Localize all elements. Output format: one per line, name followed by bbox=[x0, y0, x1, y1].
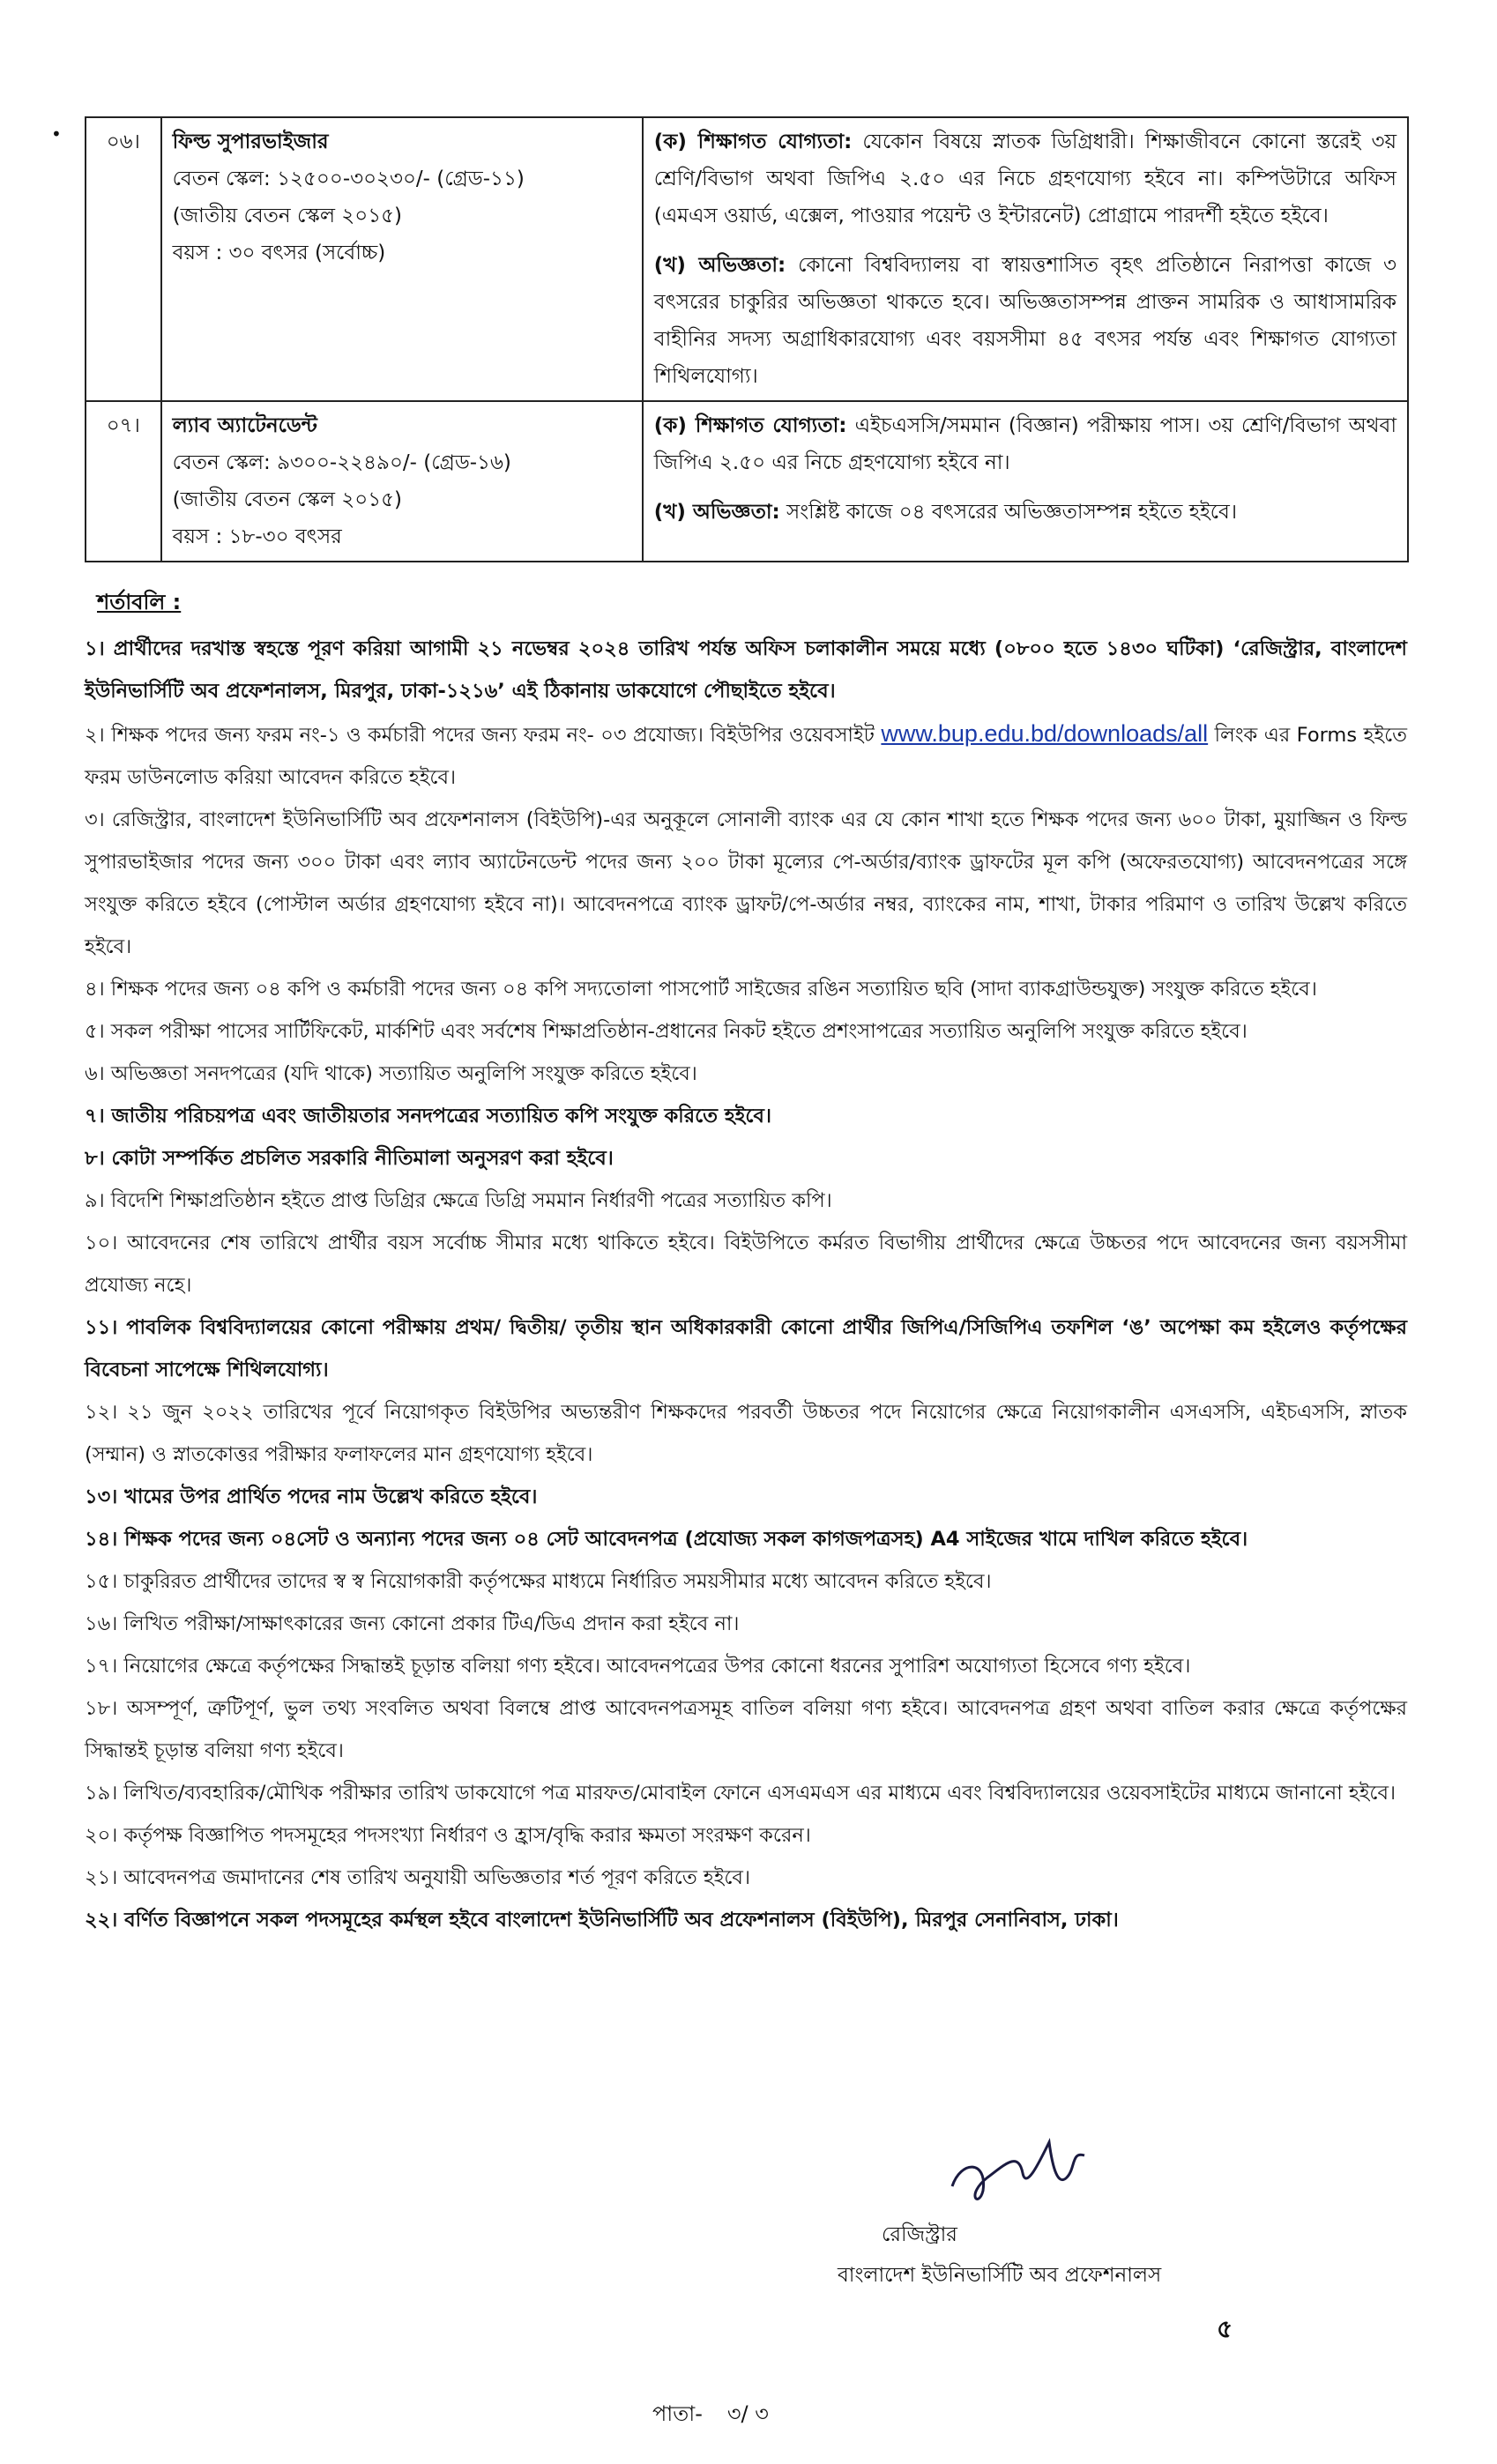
pay-scale: বেতন স্কেল: ১২৫০০-৩০২৩০/- (গ্রেড-১১) bbox=[172, 167, 525, 190]
condition-item: ১৭। নিয়োগের ক্ষেত্রে কর্তৃপক্ষের সিদ্ধান্তই চূড়ান্ত বলিয়া গণ্য হইবে। আবেদনপত্রের উপর কোনো ধরনের সুপারিশ অযোগ্যতা হিসেবে গণ্য হইবে। bbox=[85, 1655, 1191, 1678]
pay-scale: বেতন স্কেল: ৯৩০০-২২৪৯০/- (গ্রেড-১৬) bbox=[172, 451, 511, 474]
page-label: পাতা- bbox=[652, 2401, 703, 2426]
conditions-heading: শর্তাবলি : bbox=[97, 590, 182, 614]
condition-item: ৭। জাতীয় পরিচয়পত্র এবং জাতীয়তার সনদপত্রের সত্যায়িত কপি সংযুক্ত করিতে হইবে। bbox=[85, 1105, 771, 1128]
margin-dot: • bbox=[51, 123, 62, 145]
table-row bbox=[86, 401, 1408, 562]
requirements-cell bbox=[643, 401, 1408, 562]
experience-requirement: (খ) অভিজ্ঞতা: কোনো বিশ্ববিদ্যালয় বা স্বায়ত্তশাসিত বৃহৎ প্রতিষ্ঠানে নিরাপত্তা কাজে ৩ বৎসরের চাকুরির অভিজ্ঞতা থাকতে হবে। অভিজ্ঞতাসম্পন্ন প্রাক্তন সামরিক ও আধাসামরিক বাহীনির সদস্য অগ্রাধিকারযোগ্য এবং বয়সসীমা ৪৫ বৎসর পর্যন্ত এবং শিক্ষাগত যোগ্যতা শিথিলযোগ্য। bbox=[653, 254, 1396, 388]
condition-item: ১৪। শিক্ষক পদের জন্য ০৪সেট ও অন্যান্য পদের জন্য ০৪ সেট আবেদনপত্র (প্রযোজ্য সকল কাগজপত্রসহ) A4 সাইজের খামে দাখিল করিতে হইবে। bbox=[85, 1528, 1248, 1551]
post-cell bbox=[161, 401, 643, 562]
initial-mark: ৫ bbox=[1217, 2314, 1233, 2343]
condition-item: ২০। কর্তৃপক্ষ বিজ্ঞাপিত পদসমূহের পদসংখ্যা নির্ধারণ ও হ্রাস/বৃদ্ধি করার ক্ষমতা সংরক্ষণ করেন। bbox=[85, 1824, 811, 1847]
education-requirement: (ক) শিক্ষাগত যোগ্যতা: যেকোন বিষয়ে স্নাতক ডিগ্রিধারী। শিক্ষাজীবনে কোনো স্তরেই ৩য় শ্রেণি/বিভাগ অথবা জিপিএ ২.৫০ এর নিচে গ্রহণযোগ্য হইবে না। কম্পিউটারে অফিস (এমএস ওয়ার্ড, এক্সেল, পাওয়ার পয়েন্ট ও ইন্টারনেট) প্রোগ্রামে পারদর্শী হইতে হইবে। bbox=[653, 130, 1396, 227]
condition-item: ২। শিক্ষক পদের জন্য ফরম নং-১ ও কর্মচারী পদের জন্য ফরম নং- ০৩ প্রযোজ্য। বিইউপির ওয়েবসাইট www.bup.edu.bd/downloads/all লিংক এর Forms হইতে ফরম ডাউনলোড করিয়া আবেদন করিতে হইবে। bbox=[85, 720, 1407, 789]
condition-item: ৯। বিদেশি শিক্ষাপ্রতিষ্ঠান হইতে প্রাপ্ত ডিগ্রির ক্ষেত্রে ডিগ্রি সমমান নির্ধারণী পত্রের সত্যায়িত কপি। bbox=[85, 1189, 832, 1212]
condition-item: ১৬। লিখিত পরীক্ষা/সাক্ষাৎকারের জন্য কোনো প্রকার টিএ/ডিএ প্রদান করা হইবে না। bbox=[85, 1612, 740, 1635]
national-pay-scale: (জাতীয় বেতন স্কেল ২০১৫) bbox=[172, 205, 403, 227]
condition-item: ১০। আবেদনের শেষ তারিখে প্রার্থীর বয়স সর্বোচ্চ সীমার মধ্যে থাকিতে হইবে। বিইউপিতে কর্মরত বিভাগীয় প্রার্থীদের ক্ষেত্রে উচ্চতর পদে আবেদনের জন্য বয়সসীমা প্রযোজ্য নহে। bbox=[85, 1232, 1407, 1297]
post-cell bbox=[161, 117, 643, 401]
condition-item: ১২। ২১ জুন ২০২২ তারিখের পূর্বে নিয়োগকৃত বিইউপির অভ্যন্তরীণ শিক্ষকদের পরবর্তী উচ্চতর পদে নিয়োগের ক্ষেত্রে নিয়োগকালীন এসএসসি, এইচএসসি, স্নাতক (সম্মান) ও স্নাতকোত্তর পরীক্ষার ফলাফলের মান গ্রহণযোগ্য হইবে। bbox=[85, 1401, 1407, 1466]
serial-cell: ০৬। bbox=[86, 117, 161, 401]
requirements-cell bbox=[643, 117, 1408, 401]
condition-item: ৮। কোটা সম্পর্কিত প্রচলিত সরকারি নীতিমালা অনুসরণ করা হইবে। bbox=[85, 1147, 614, 1170]
condition-item: ২২। বর্ণিত বিজ্ঞাপনে সকল পদসমূহের কর্মস্থল হইবে বাংলাদেশ ইউনিভার্সিটি অব প্রফেশনালস (বিইউপি), মিরপুর সেনানিবাস, ঢাকা। bbox=[85, 1909, 1119, 1932]
condition-item: ১১। পাবলিক বিশ্ববিদ্যালয়ের কোনো পরীক্ষায় প্রথম/ দ্বিতীয়/ তৃতীয় স্থান অধিকারকারী কোনো প্রার্থীর জিপিএ/সিজিপিএ তফশিল ‘ঙ’ অপেক্ষা কম হইলেও কর্তৃপক্ষের বিবেচনা সাপেক্ষে শিথিলযোগ্য। bbox=[85, 1316, 1407, 1381]
condition-item: ৫। সকল পরীক্ষা পাসের সার্টিফিকেট, মার্কশিট এবং সর্বশেষ শিক্ষাপ্রতিষ্ঠান-প্রধানের নিকট হইতে প্রশংসাপত্রের সত্যায়িত অনুলিপি সংযুক্ত করিতে হইবে। bbox=[85, 1020, 1248, 1043]
downloads-link[interactable]: www.bup.edu.bd/downloads/all bbox=[881, 720, 1209, 747]
post-title: ফিল্ড সুপারভাইজার bbox=[172, 130, 329, 153]
condition-item: ১৩। খামের উপর প্রার্থিত পদের নাম উল্লেখ করিতে হইবে। bbox=[85, 1485, 538, 1508]
page-value: ৩/ ৩ bbox=[726, 2401, 769, 2426]
condition-item: ২১। আবেদনপত্র জমাদানের শেষ তারিখ অনুযায়ী অভিজ্ঞতার শর্ত পূরণ করিতে হইবে। bbox=[85, 1866, 751, 1889]
condition-item: ১৫। চাকুরিরত প্রার্থীদের তাদের স্ব স্ব নিয়োগকারী কর্তৃপক্ষের মাধ্যমে নির্ধারিত সময়সীমার মধ্যে আবেদন করিতে হইবে। bbox=[85, 1570, 992, 1593]
table-row bbox=[86, 117, 1408, 401]
national-pay-scale: (জাতীয় বেতন স্কেল ২০১৫) bbox=[172, 488, 403, 511]
condition-item: ৩। রেজিস্ট্রার, বাংলাদেশ ইউনিভার্সিটি অব প্রফেশনালস (বিইউপি)-এর অনুকূলে সোনালী ব্যাংক এর যে কোন শাখা হতে শিক্ষক পদের জন্য ৬০০ টাকা, মুয়াজ্জিন ও ফিল্ড সুপারভাইজার পদের জন্য ৩০০ টাকা এবং ল্যাব অ্যাটেনডেন্ট পদের জন্য ২০০ টাকা মূল্যের পে-অর্ডার/ব্যাংক ড্রাফটের মূল কপি (অফেরতযোগ্য) আবেদনপত্রের সঙ্গে সংযুক্ত করিতে হইবে (পোস্টাল অর্ডার গ্রহণযোগ্য হইবে না)। আবেদনপত্রে ব্যাংক ড্রাফট/পে-অর্ডার নম্বর, ব্যাংকের নাম, শাখা, টাকার পরিমাণ ও তারিখ উল্লেখ করিতে হইবে। bbox=[85, 808, 1407, 958]
condition-item: ১৯। লিখিত/ব্যবহারিক/মৌখিক পরীক্ষার তারিখ ডাকযোগে পত্র মারফত/মোবাইল ফোনে এসএমএস এর মাধ্যমে এবং বিশ্ববিদ্যালয়ের ওয়েবসাইটের মাধ্যমে জানানো হইবে। bbox=[85, 1782, 1396, 1805]
serial-cell: ০৭। bbox=[86, 401, 161, 562]
experience-requirement: (খ) অভিজ্ঞতা: সংশ্লিষ্ট কাজে ০৪ বৎসরের অভিজ্ঞতাসম্পন্ন হইতে হইবে। bbox=[653, 501, 1238, 524]
signature-image bbox=[935, 2125, 1111, 2213]
signatory-role: রেজিস্ট্রার bbox=[882, 2223, 957, 2246]
signatory-organization: বাংলাদেশ ইউনিভার্সিটি অব প্রফেশনালস bbox=[838, 2264, 1162, 2287]
posts-table bbox=[85, 116, 1409, 562]
age-limit: বয়স : ৩০ বৎসর (সর্বোচ্চ) bbox=[172, 242, 386, 264]
education-requirement: (ক) শিক্ষাগত যোগ্যতা: এইচএসসি/সমমান (বিজ্ঞান) পরীক্ষায় পাস। ৩য় শ্রেণি/বিভাগ অথবা জিপিএ ২.৫০ এর নিচে গ্রহণযোগ্য হইবে না। bbox=[653, 414, 1396, 474]
page-number bbox=[652, 2398, 793, 2433]
condition-item: ১। প্রার্থীদের দরখাস্ত স্বহস্তে পূরণ করিয়া আগামী ২১ নভেম্বর ২০২৪ তারিখ পর্যন্ত অফিস চলাকালীন সময়ে মধ্যে (০৮০০ হতে ১৪৩০ ঘটিকা) ‘রেজিস্ট্রার, বাংলাদেশ ইউনিভার্সিটি অব প্রফেশনালস, মিরপুর, ঢাকা-১২১৬’ এই ঠিকানায় ডাকযোগে পৌছাইতে হইবে। bbox=[85, 637, 1407, 703]
condition-item: ১৮। অসম্পূর্ণ, ত্রুটিপূর্ণ, ভুল তথ্য সংবলিত অথবা বিলম্বে প্রাপ্ত আবেদনপত্রসমূহ বাতিল বলিয়া গণ্য হইবে। আবেদনপত্র গ্রহণ অথবা বাতিল করার ক্ষেত্রে কর্তৃপক্ষের সিদ্ধান্তই চূড়ান্ত বলিয়া গণ্য হইবে। bbox=[85, 1697, 1407, 1762]
condition-item: ৪। শিক্ষক পদের জন্য ০৪ কপি ও কর্মচারী পদের জন্য ০৪ কপি সদ্যতোলা পাসপোর্ট সাইজের রঙিন সত্যায়িত ছবি (সাদা ব্যাকগ্রাউন্ডযুক্ত) সংযুক্ত করিতে হইবে। bbox=[85, 978, 1317, 1001]
condition-item: ৬। অভিজ্ঞতা সনদপত্রের (যদি থাকে) সত্যায়িত অনুলিপি সংযুক্ত করিতে হইবে। bbox=[85, 1062, 697, 1085]
conditions-list bbox=[85, 628, 1407, 1941]
post-title: ল্যাব অ্যাটেনডেন্ট bbox=[172, 414, 317, 437]
age-limit: বয়স : ১৮-৩০ বৎসর bbox=[172, 525, 342, 548]
